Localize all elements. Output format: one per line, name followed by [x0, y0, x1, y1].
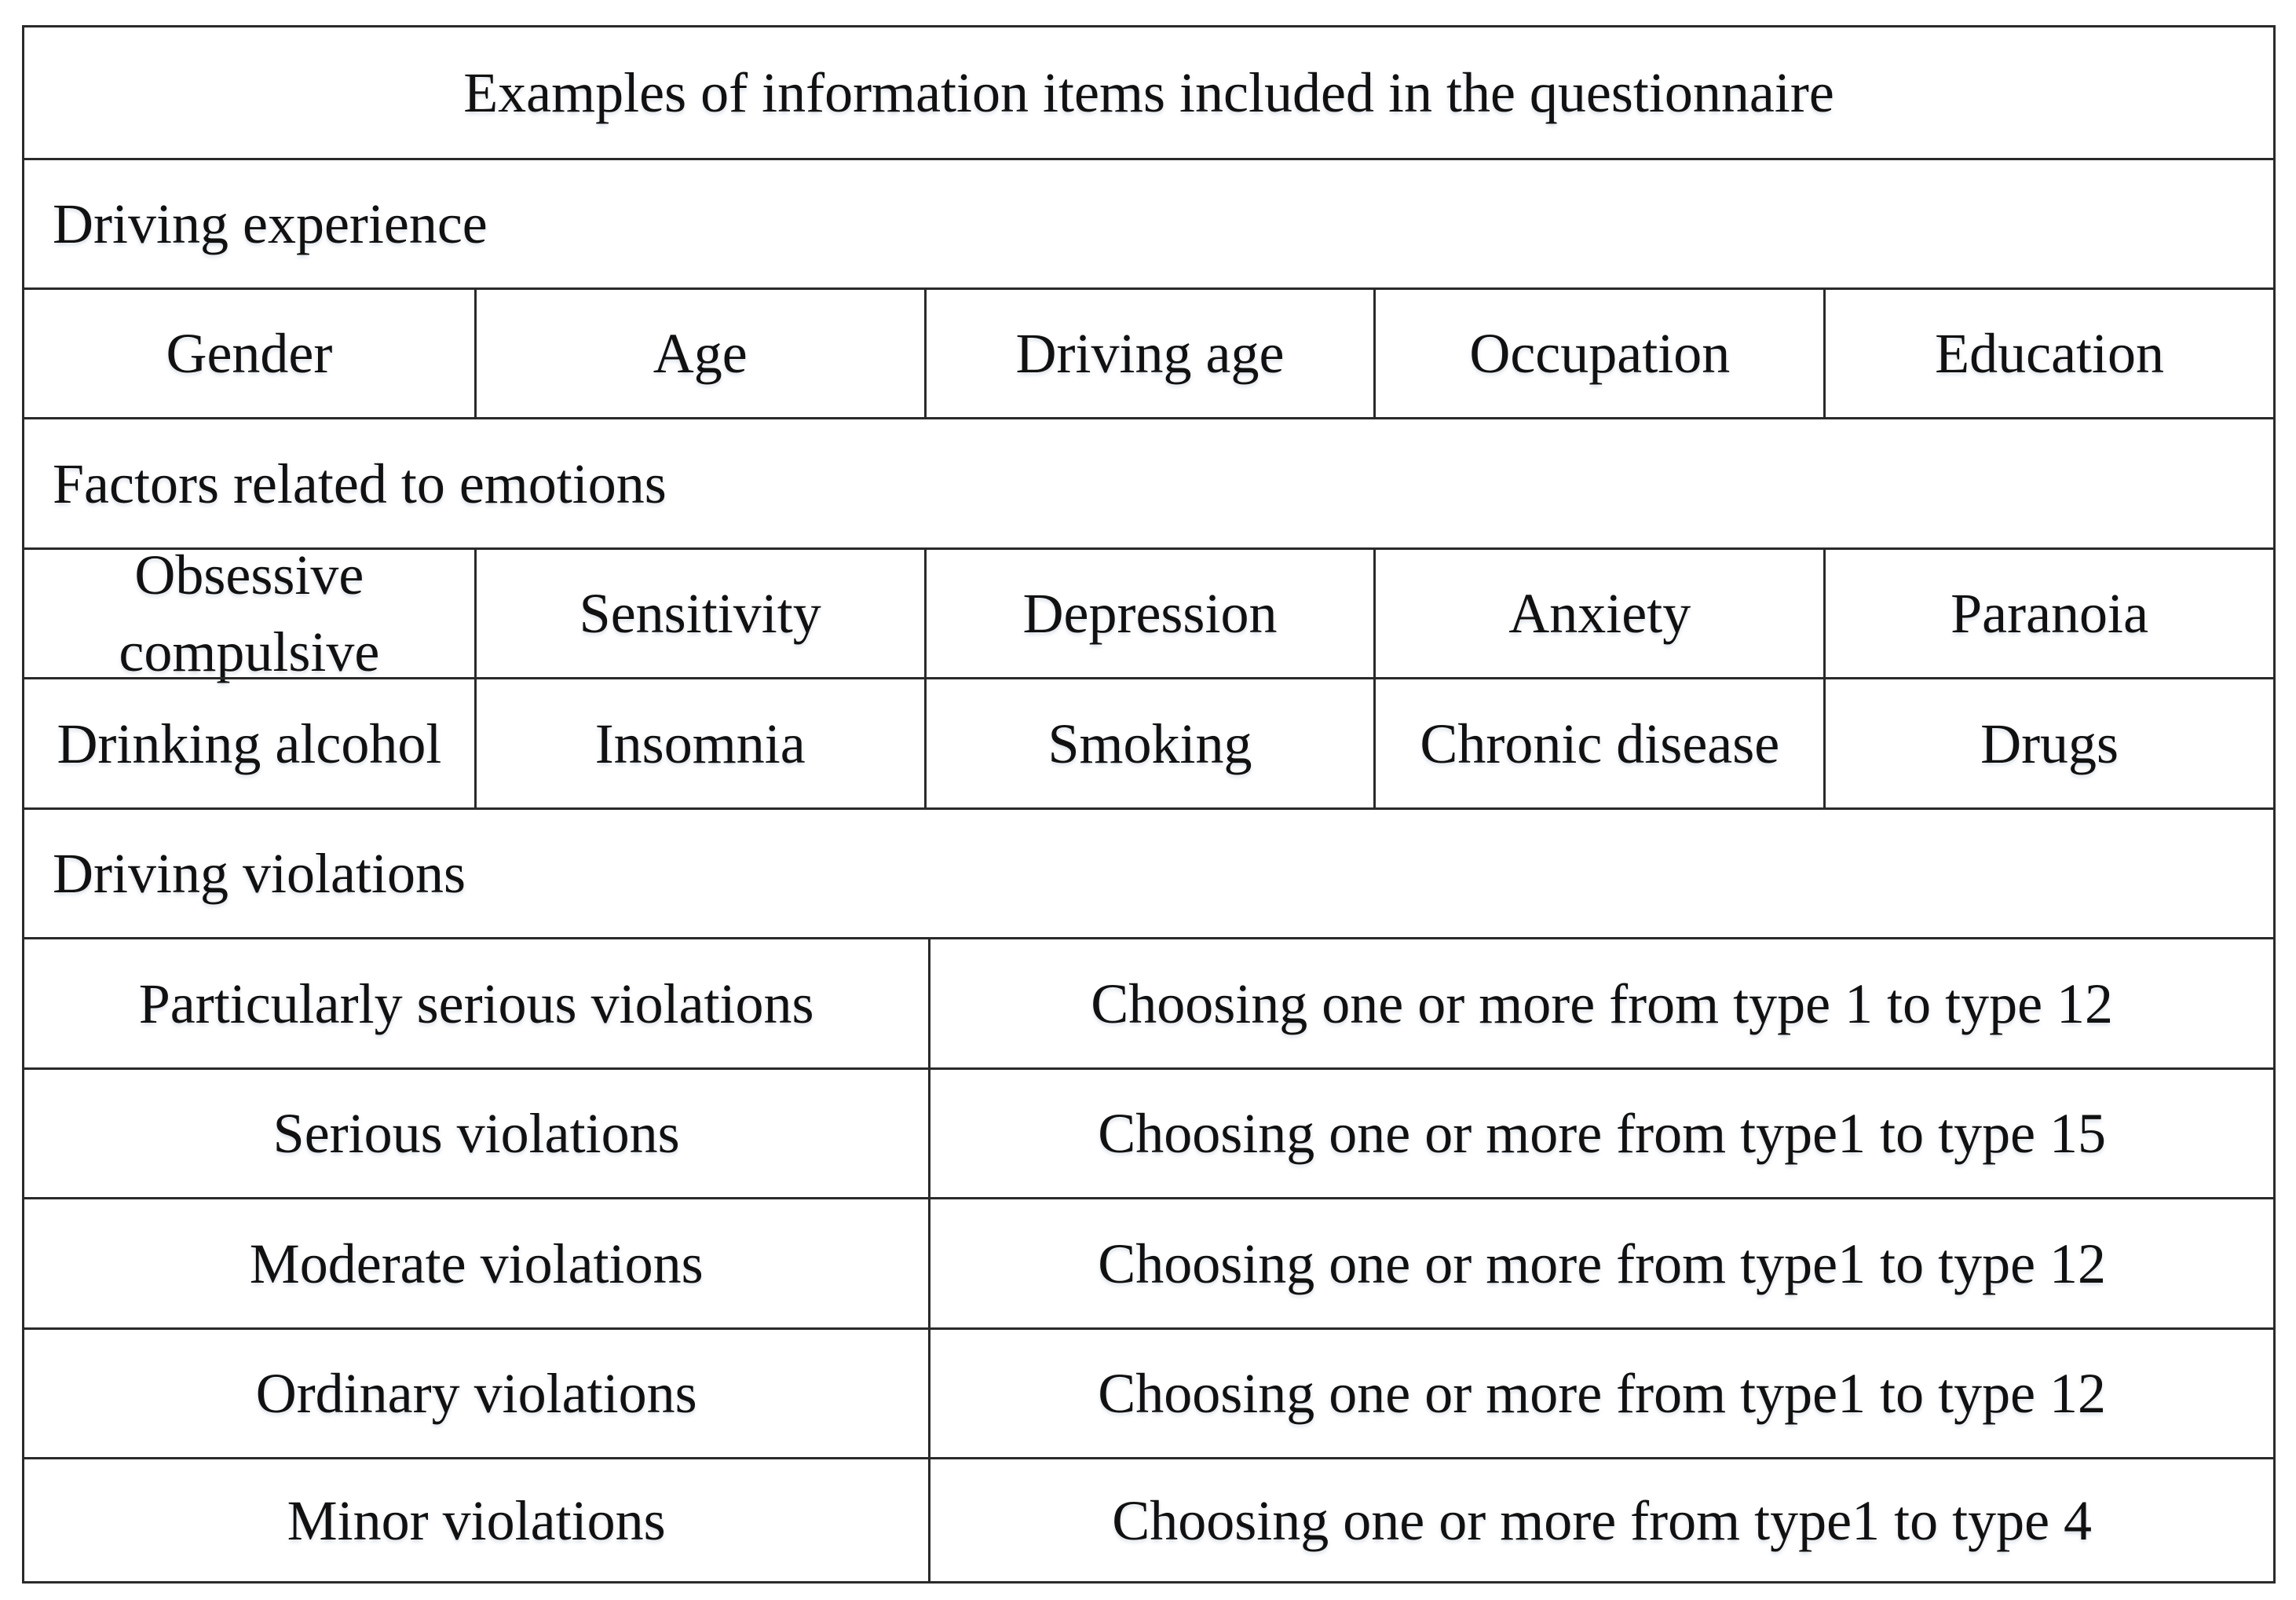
violation-rule: Choosing one or more from type1 to type 4	[928, 1459, 2273, 1581]
table-cell: Obsessive compulsive	[119, 544, 380, 683]
violation-category: Minor violations	[287, 1488, 666, 1552]
section-heading-driving-experience: Driving experience	[53, 192, 488, 255]
table-cell: Occupation	[1373, 290, 1823, 417]
table-cell: Gender	[166, 322, 333, 385]
violation-category: Serious violations	[272, 1102, 680, 1165]
table-cell: Smoking	[924, 679, 1374, 807]
violation-rule: Choosing one or more from type1 to type 12	[928, 1330, 2273, 1457]
section-heading-row	[24, 807, 2273, 937]
table-cell: Driving age	[924, 290, 1374, 417]
table-row	[24, 544, 2273, 683]
questionnaire-table	[22, 25, 2276, 1584]
table-cell: Sensitivity	[474, 550, 924, 677]
section-heading-row	[24, 417, 2273, 547]
table-cell: Insomnia	[474, 679, 924, 807]
table-cell: Age	[474, 290, 924, 417]
table-cell: Drugs	[1823, 679, 2273, 807]
violation-category: Moderate violations	[249, 1232, 704, 1295]
table-cell: Depression	[924, 550, 1374, 677]
table-row	[24, 1067, 2273, 1197]
violation-rule: Choosing one or more from type1 to type 12	[928, 1199, 2273, 1327]
table-title-row	[24, 27, 2273, 158]
table-cell: Paranoia	[1823, 550, 2273, 677]
table-cell: Chronic disease	[1373, 679, 1823, 807]
section-heading-emotions: Factors related to emotions	[53, 452, 667, 515]
section-heading-row	[24, 158, 2273, 287]
table-row	[24, 1327, 2273, 1457]
table-cell: Anxiety	[1373, 550, 1823, 677]
table-title: Examples of information items included in the questionnaire	[463, 61, 1834, 124]
violation-rule: Choosing one or more from type1 to type 15	[928, 1070, 2273, 1197]
violation-rule: Choosing one or more from type 1 to type 12	[928, 939, 2273, 1067]
table-row	[24, 1197, 2273, 1327]
violation-category: Particularly serious violations	[138, 972, 814, 1035]
table-cell: Education	[1823, 290, 2273, 417]
table-row	[24, 937, 2273, 1067]
table-row	[24, 677, 2273, 807]
table-row	[24, 1457, 2273, 1581]
violation-category: Ordinary violations	[255, 1362, 697, 1425]
table-row	[24, 287, 2273, 417]
section-heading-violations: Driving violations	[53, 842, 466, 905]
table-cell: Drinking alcohol	[57, 712, 442, 775]
